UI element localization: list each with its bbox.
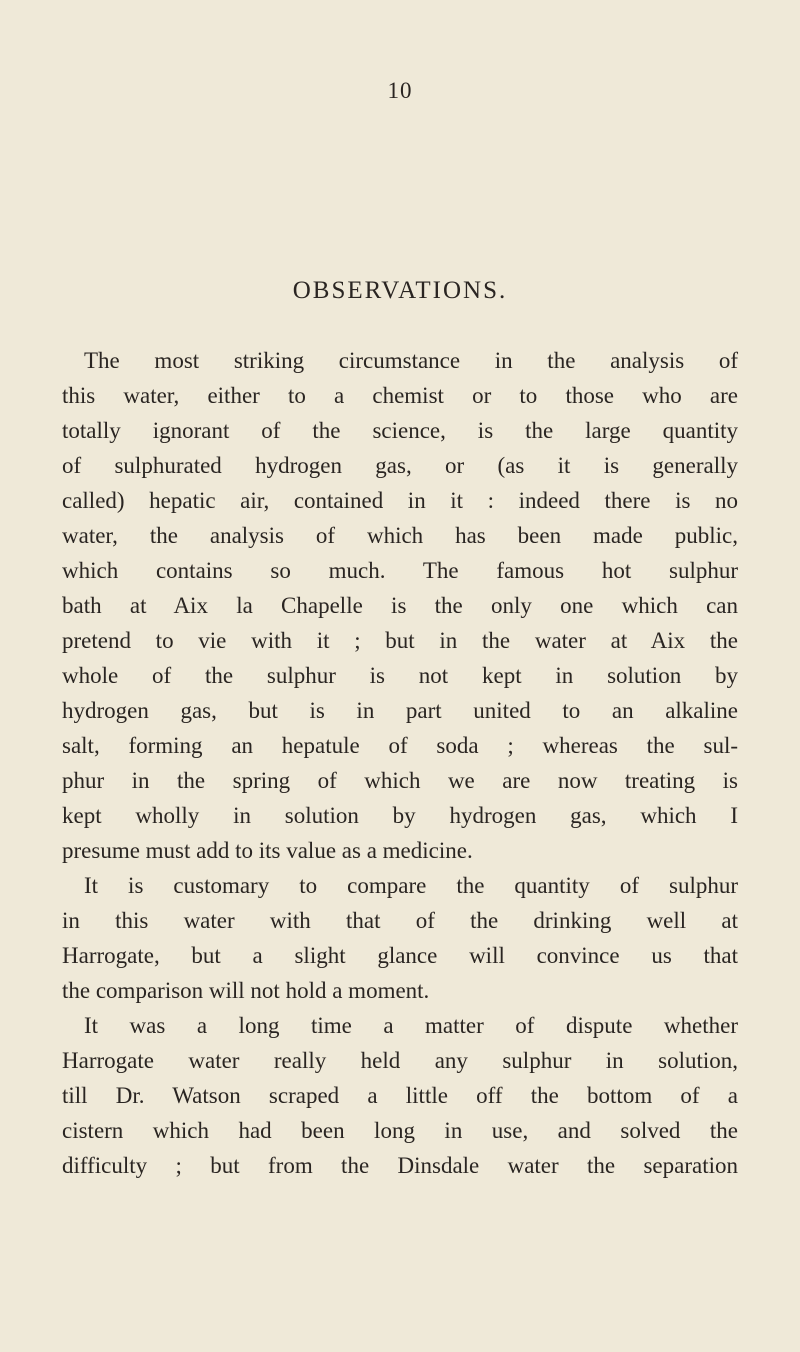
text-line: in this water with that of the drinking well at <box>62 908 738 933</box>
text-line: water, the analysis of which has been made public, <box>62 523 738 548</box>
text-line: kept wholly in solution by hydrogen gas, which I <box>62 803 738 828</box>
text-line: bath at Aix la Chapelle is the only one which can <box>62 593 738 618</box>
body-text <box>62 343 738 1183</box>
text-line: called) hepatic air, contained in it : indeed there is no <box>62 488 738 513</box>
paragraph-3 <box>62 1008 738 1183</box>
text-line: phur in the spring of which we are now treating is <box>62 768 738 793</box>
text-line: It was a long time a matter of dispute whether <box>84 1013 738 1038</box>
text-line: this water, either to a chemist or to those who are <box>62 383 738 408</box>
text-line: Harrogate, but a slight glance will convince us that <box>62 943 738 968</box>
text-line: the comparison will not hold a moment. <box>62 978 430 1003</box>
text-line: totally ignorant of the science, is the large quantity <box>62 418 738 443</box>
text-line: The most striking circumstance in the analysis of <box>84 348 738 373</box>
page-number: 10 <box>387 78 413 103</box>
paragraph-1 <box>62 343 738 868</box>
text-line: of sulphurated hydrogen gas, or (as it is generally <box>62 453 738 478</box>
text-line: pretend to vie with it ; but in the water at Aix the <box>62 628 738 653</box>
text-line: It is customary to compare the quantity of sulphur <box>84 873 738 898</box>
text-line: hydrogen gas, but is in part united to an alkaline <box>62 698 738 723</box>
text-line: till Dr. Watson scraped a little off the bottom of a <box>62 1083 738 1108</box>
paragraph-2 <box>62 868 738 1008</box>
text-line: whole of the sulphur is not kept in solution by <box>62 663 738 688</box>
text-line: difficulty ; but from the Dinsdale water the separation <box>62 1153 738 1178</box>
text-line: Harrogate water really held any sulphur in solution, <box>62 1048 738 1073</box>
text-line: salt, forming an hepatule of soda ; whereas the sul- <box>62 733 738 758</box>
text-line: presume must add to its value as a medicine. <box>62 838 473 863</box>
section-title: OBSERVATIONS. <box>292 277 508 304</box>
text-line: which contains so much. The famous hot sulphur <box>62 558 738 583</box>
text-line: cistern which had been long in use, and solved the <box>62 1118 738 1143</box>
